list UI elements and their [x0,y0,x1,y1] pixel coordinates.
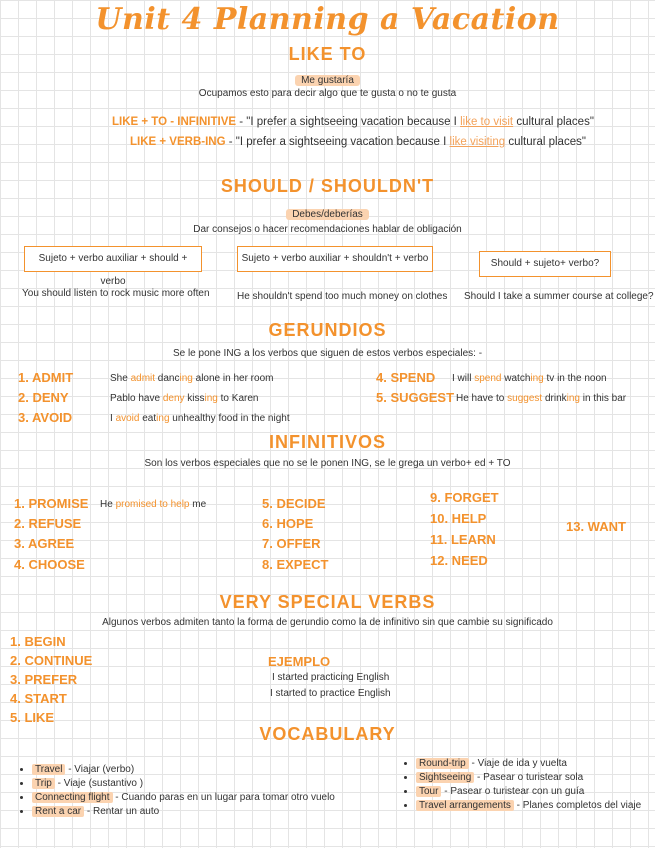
special-example-1: I started practicing English [272,672,390,683]
gerund-example-deny: Pablo have deny kissing to Karen [110,393,259,404]
should-box-2: Sujeto + verbo auxiliar + shouldn't + verbo [237,246,433,272]
gerund-verb-avoid: 3. AVOID [18,410,73,425]
inf-verb-decide: 5. DECIDE [262,496,326,511]
should-tag: Debes/deberías [286,209,369,220]
special-verb-continue: 2. CONTINUE [10,653,93,668]
example-label: EJEMPLO [268,654,331,669]
infinitivos-heading: INFINITIVOS [268,432,386,452]
special-verb-like: 5. LIKE [10,710,55,725]
gerund-verb-spend: 4. SPEND [376,370,436,385]
inf-verb-hope: 6. HOPE [262,516,314,531]
very-special-desc: Algunos verbos admiten tanto la forma de gerundio como la de infinitivo sin que cambie su significado [102,617,553,628]
special-verb-start: 4. START [10,691,67,706]
should-example-3: Should I take a summer course at college? [464,291,654,302]
gerund-verb-admit: 1. ADMIT [18,370,74,385]
vocab-item: • Travel - Viajar (verbo) [32,764,335,775]
should-example-2: He shouldn't spend too much money on clothes [237,291,448,302]
gerundios-heading: GERUNDIOS [268,320,387,340]
inf-verb-learn: 11. LEARN [430,532,496,547]
inf-verb-forget: 9. FORGET [430,490,499,505]
gerund-verb-suggest: 5. SUGGEST [376,390,455,405]
vocab-item: • Tour - Pasear o turistear con un guía [416,786,641,797]
vocab-left-list [18,764,335,820]
like-to-rule-2: LIKE + VERB-ING - "I prefer a sightseeing vacation because I like visiting cultural places" [130,136,586,148]
gerund-example-avoid: I avoid eating unhealthy food in the night [110,413,290,424]
vocab-item: • Sightseeing - Pasear o turistear sola [416,772,641,783]
gerund-example-admit: She admit dancing alone in her room [110,373,274,384]
inf-verb-promise: 1. PROMISE [14,496,89,511]
inf-verb-expect: 8. EXPECT [262,557,329,572]
should-box-3: Should + sujeto+ verbo? [479,251,611,277]
gerund-example-suggest: He have to suggest drinking in this bar [456,393,627,404]
vocab-item: • Trip - Viaje (sustantivo ) [32,778,335,789]
very-special-heading: VERY SPECIAL VERBS [219,592,436,612]
should-heading: SHOULD / SHOULDN'T [220,176,435,196]
gerund-verb-deny: 2. DENY [18,390,69,405]
like-to-tag: Me gustaría [295,75,360,86]
should-box-1: Sujeto + verbo auxiliar + should + verbo [24,246,202,272]
page-title: Unit 4 Planning a Vacation [95,2,560,37]
inf-verb-refuse: 2. REFUSE [14,516,82,531]
inf-verb-need: 12. NEED [430,553,488,568]
vocab-item: • Connecting flight - Cuando paras en un lugar para tomar otro vuelo [32,792,335,803]
like-to-desc: Ocupamos esto para decir algo que te gusta o no te gusta [198,88,457,99]
special-verb-begin: 1. BEGIN [10,634,66,649]
gerundios-desc: Se le pone ING a los verbos que siguen de estos verbos especiales: - [172,348,483,359]
special-example-2: I started to practice English [270,688,391,699]
vocab-item: • Rent a car - Rentar un auto [32,806,335,817]
vocab-right-list [402,758,641,814]
like-to-rule-1: LIKE + TO - INFINITIVE - "I prefer a sightseeing vacation because I like to visit cultural places" [112,116,594,128]
special-verb-prefer: 3. PREFER [10,672,78,687]
inf-verb-want: 13. WANT [566,519,626,534]
infinitivos-desc: Son los verbos especiales que no se le ponen ING, se le grega un verbo+ ed + TO [144,458,511,469]
inf-verb-agree: 3. AGREE [14,536,75,551]
should-desc: Dar consejos o hacer recomendaciones hablar de obligación [193,224,462,235]
gerund-example-spend: I will spend watching tv in the noon [452,373,607,384]
like-to-heading: LIKE TO [288,44,367,64]
inf-example-promise: He promised to help me [100,499,207,510]
inf-verb-choose: 4. CHOOSE [14,557,85,572]
should-example-1: You should listen to rock music more often [22,288,210,299]
vocab-item: • Round-trip - Viaje de ida y vuelta [416,758,641,769]
inf-verb-help: 10. HELP [430,511,487,526]
vocabulary-heading: VOCABULARY [259,724,396,744]
inf-verb-offer: 7. OFFER [262,536,321,551]
vocab-item: • Travel arrangements - Planes completos del viaje [416,800,641,811]
